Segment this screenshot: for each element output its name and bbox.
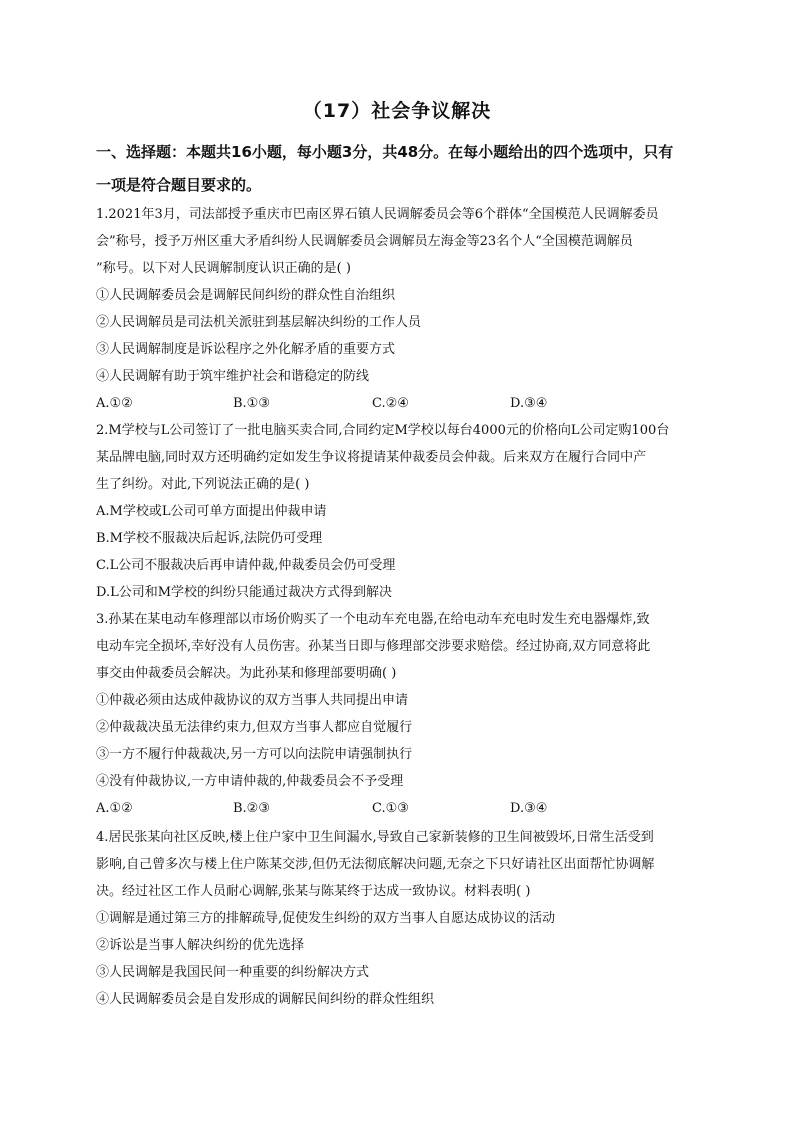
question-4-statement: ④人民调解委员会是自发形成的调解民间纠纷的群众性组织: [96, 992, 435, 1007]
page-title: （17）社会争议解决: [302, 100, 492, 122]
question-4-text: 影响,自己曾多次与楼上住户陈某交涉,但仍无法彻底解决问题,无奈之下只好请社区出面帮忙协调解: [96, 857, 655, 872]
question-3-statement: ①仲裁必须由达成仲裁协议的双方当事人共同提出申请: [96, 693, 409, 708]
question-3-statement: ③一方不履行仲裁裁决,另一方可以向法院申请强制执行: [96, 747, 413, 762]
option-d[interactable]: D.L公司和M学校的纠纷只能通过裁决方式得到解决: [96, 585, 393, 600]
question-1-statement: ③人民调解制度是诉讼程序之外化解矛盾的重要方式: [96, 342, 396, 357]
question-1-text: 会”称号，授予万州区重大矛盾纠纷人民调解委员会调解员左海金等23名个人“全国模范调解员: [96, 234, 633, 249]
question-3-text: 事交由仲裁委员会解决。为此孙某和修理部要明确( ): [96, 666, 397, 681]
question-2-text: 某品牌电脑,同时双方还明确约定如发生争议将提请某仲裁委员会仲裁。后来双方在履行合同中产: [96, 450, 647, 465]
question-1-text: 1.2021年3月，司法部授予重庆市巴南区界石镇人民调解委员会等6个群体“全国模范人民调解委员: [96, 207, 659, 222]
section-heading-line: 一、选择题：本题共16小题，每小题3分，共48分。在每小题给出的四个选项中，只有: [96, 143, 674, 161]
section-heading-line: 一项是符合题目要求的。: [96, 176, 262, 194]
question-4-statement: ①调解是通过第三方的排解疏导,促使发生纠纷的双方当事人自愿达成协议的活动: [96, 911, 556, 926]
option-b[interactable]: B.M学校不服裁决后起诉,法院仍可受理: [96, 531, 323, 546]
question-3-text: 3.孙某在某电动车修理部以市场价购买了一个电动车充电器,在给电动车充电时发生充电器爆炸,致: [96, 612, 650, 627]
question-4-statement: ②诉讼是当事人解决纠纷的优先选择: [96, 938, 305, 953]
question-1-text: ”称号。以下对人民调解制度认识正确的是( ): [96, 261, 351, 276]
question-2-text: 生了纠纷。对此,下列说法正确的是( ): [96, 477, 310, 492]
option-b[interactable]: B.①③: [233, 396, 270, 411]
question-1-statement: ②人民调解员是司法机关派驻到基层解决纠纷的工作人员: [96, 315, 422, 330]
section-heading: [96, 136, 700, 202]
option-d[interactable]: D.③④: [510, 801, 548, 816]
question-1-statement: ①人民调解委员会是调解民间纠纷的群众性自治组织: [96, 288, 396, 303]
option-a[interactable]: A.①②: [96, 396, 133, 411]
question-1-statement: ④人民调解有助于筑牢维护社会和谐稳定的防线: [96, 369, 370, 384]
option-c[interactable]: C.②④: [372, 396, 409, 411]
question-4-text: 决。经过社区工作人员耐心调解,张某与陈某终于达成一致协议。材料表明( ): [96, 884, 531, 899]
question-3-statement: ②仲裁裁决虽无法律约束力,但双方当事人都应自觉履行: [96, 720, 413, 735]
option-b[interactable]: B.②③: [233, 801, 270, 816]
question-2-text: 2.M学校与L公司签订了一批电脑买卖合同,合同约定M学校以每台4000元的价格向L公司定购100台: [96, 423, 670, 438]
option-c[interactable]: C.L公司不服裁决后再申请仲裁,仲裁委员会仍可受理: [96, 558, 396, 573]
question-4-text: 4.居民张某向社区反映,楼上住户家中卫生间漏水,导致自己家新装修的卫生间被毁坏,日常生活受到: [96, 830, 654, 845]
option-a[interactable]: A.①②: [96, 801, 133, 816]
question-3-text: 电动车完全损坏,幸好没有人员伤害。孙某当日即与修理部交涉要求赔偿。经过协商,双方同意将此: [96, 639, 651, 654]
option-d[interactable]: D.③④: [510, 396, 548, 411]
question-1-options: [96, 395, 700, 413]
option-c[interactable]: C.①③: [372, 801, 409, 816]
question-3-options: [96, 800, 700, 818]
question-3-statement: ④没有仲裁协议,一方申请仲裁的,仲裁委员会不予受理: [96, 774, 404, 789]
option-a[interactable]: A.M学校或L公司可单方面提出仲裁申请: [96, 504, 327, 519]
question-4-statement: ③人民调解是我国民间一种重要的纠纷解决方式: [96, 965, 370, 980]
